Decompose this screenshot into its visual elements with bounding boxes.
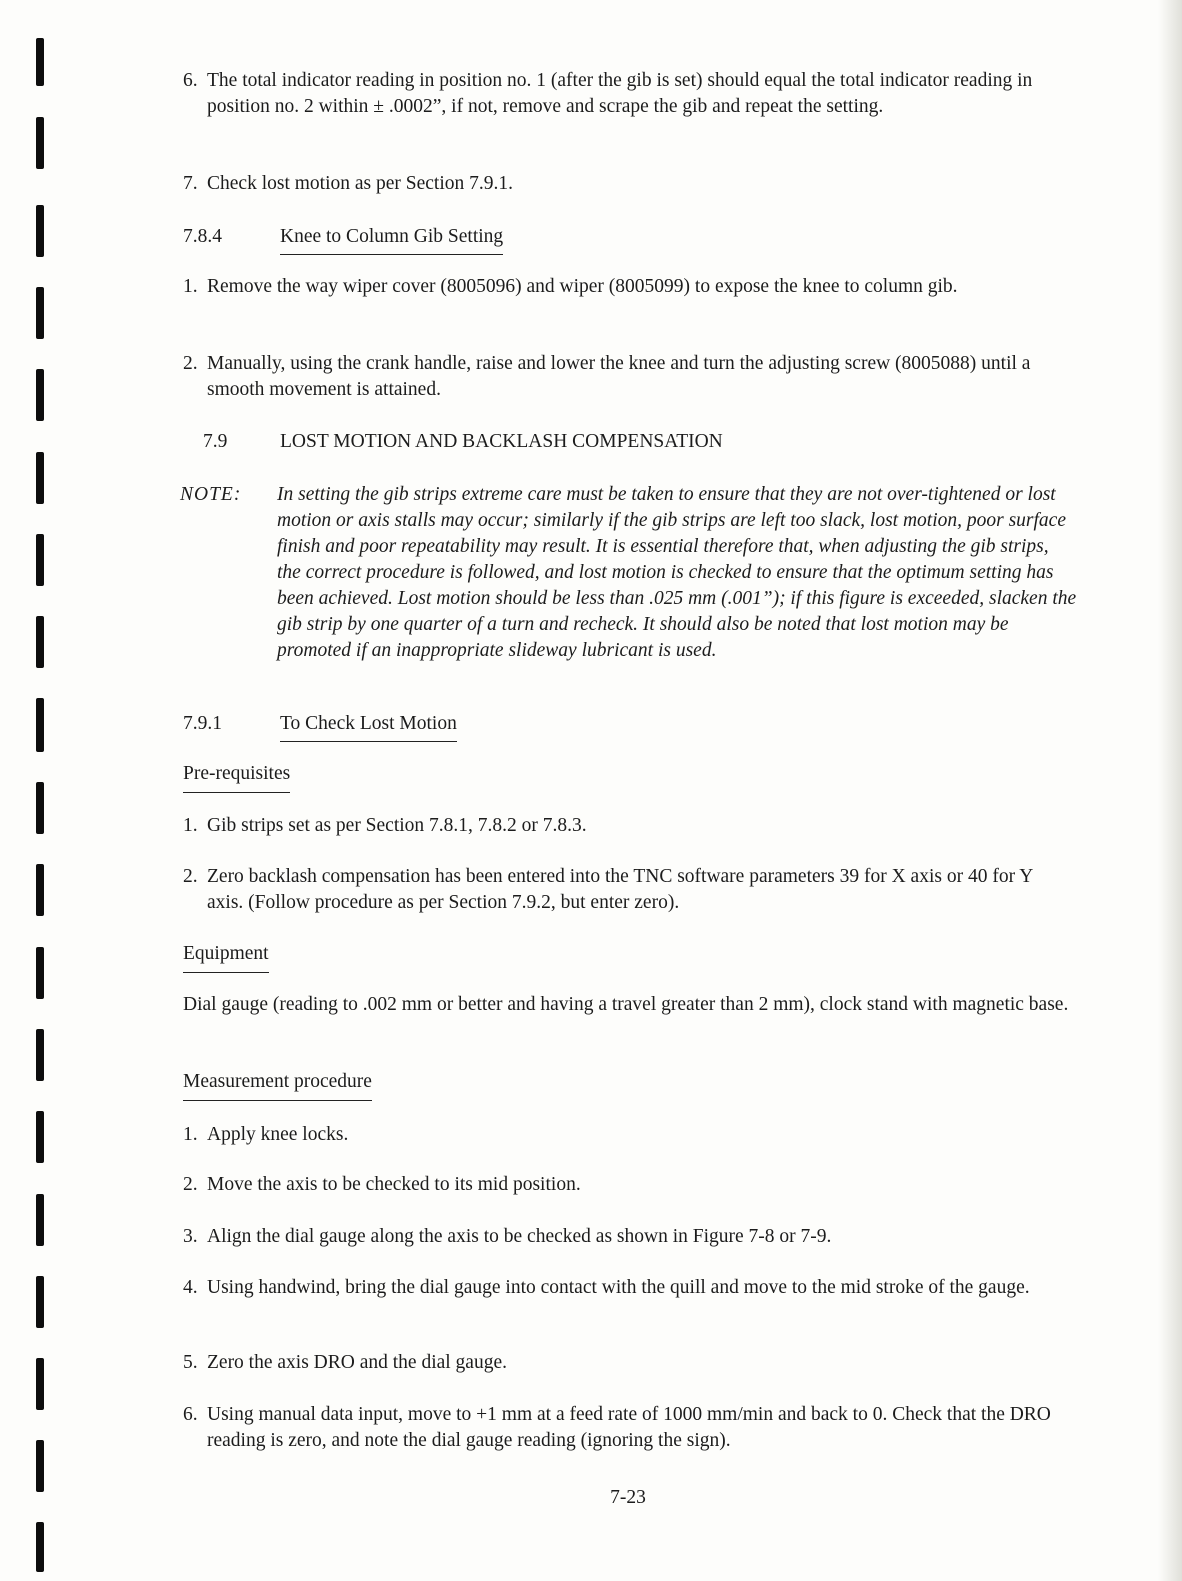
- list-item: 2. Zero backlash compensation has been entered into the TNC software parameters 39 for X axis or 40 for Y axis. (Follow procedure as per Section 7.9.2, but enter zero).: [183, 866, 1033, 913]
- section-title: LOST MOTION AND BACKLASH COMPENSATION: [280, 431, 723, 452]
- list-item: 5. Zero the axis DRO and the dial gauge.: [183, 1352, 507, 1373]
- section-number: 7.9.1: [183, 713, 222, 734]
- list-item: 2. Manually, using the crank handle, raise and lower the knee and turn the adjusting screw (8005088) until a smooth movement is attained.: [183, 353, 1031, 400]
- section-heading-7-9: [0, 429, 1182, 459]
- section-title: Knee to Column Gib Setting: [280, 224, 503, 255]
- note-label: NOTE:: [180, 484, 242, 505]
- list-item: 1. Remove the way wiper cover (8005096) and wiper (8005099) to expose the knee to column gib.: [183, 276, 958, 297]
- list-item: 1. Gib strips set as per Section 7.8.1, 7.8.2 or 7.8.3.: [183, 815, 587, 836]
- equipment-heading: Equipment: [183, 941, 269, 973]
- section-number: 7.8.4: [183, 226, 222, 247]
- section-title: To Check Lost Motion: [280, 711, 457, 742]
- list-item: 4. Using handwind, bring the dial gauge into contact with the quill and move to the mid stroke of the gauge.: [183, 1277, 1030, 1298]
- list-item: 6. The total indicator reading in position no. 1 (after the gib is set) should equal the total indicator reading in position no. 2 within ± .0002”, if not, remove and scrape the gib and repeat the setting.: [183, 70, 1033, 117]
- list-item: 6. Using manual data input, move to +1 mm at a feed rate of 1000 mm/min and back to 0. Check that the DRO reading is zero, and note the dial gauge reading (ignoring the sign).: [183, 1404, 1051, 1451]
- section-heading-7-9-1: [0, 711, 1182, 745]
- note-text: In setting the gib strips extreme care must be taken to ensure that they are not over-tightened or lost motion or axis stalls may occur; similarly if the gib strips are left too slack, lost motion, poor surface finish and poor repeatability may result. It is essential therefore that, when adjusting the gib strips, the correct procedure is followed, and lost motion is checked to ensure that the optimum setting has been achieved. Lost motion should be less than .025 mm (.001”); if this figure is exceeded, slacken the gib strip by one quarter of a turn and recheck. It should also be noted that lost motion may be promoted if an inappropriate slideway lubricant is used.: [277, 484, 1077, 661]
- list-item: 7. Check lost motion as per Section 7.9.1.: [183, 173, 514, 194]
- list-item: 3. Align the dial gauge along the axis to be checked as shown in Figure 7-8 or 7-9.: [183, 1226, 832, 1247]
- equipment-text: Dial gauge (reading to .002 mm or better and having a travel greater than 2 mm), clock stand with magnetic base.: [183, 994, 1069, 1015]
- list-item: 1. Apply knee locks.: [183, 1124, 349, 1145]
- section-heading-7-8-4: [0, 224, 1182, 258]
- prerequisites-heading: Pre-requisites: [183, 761, 290, 793]
- section-number: 7.9: [203, 431, 228, 452]
- page-number: 7-23: [610, 1487, 646, 1508]
- list-item: 2. Move the axis to be checked to its mid position.: [183, 1174, 581, 1195]
- measurement-heading: Measurement procedure: [183, 1069, 372, 1101]
